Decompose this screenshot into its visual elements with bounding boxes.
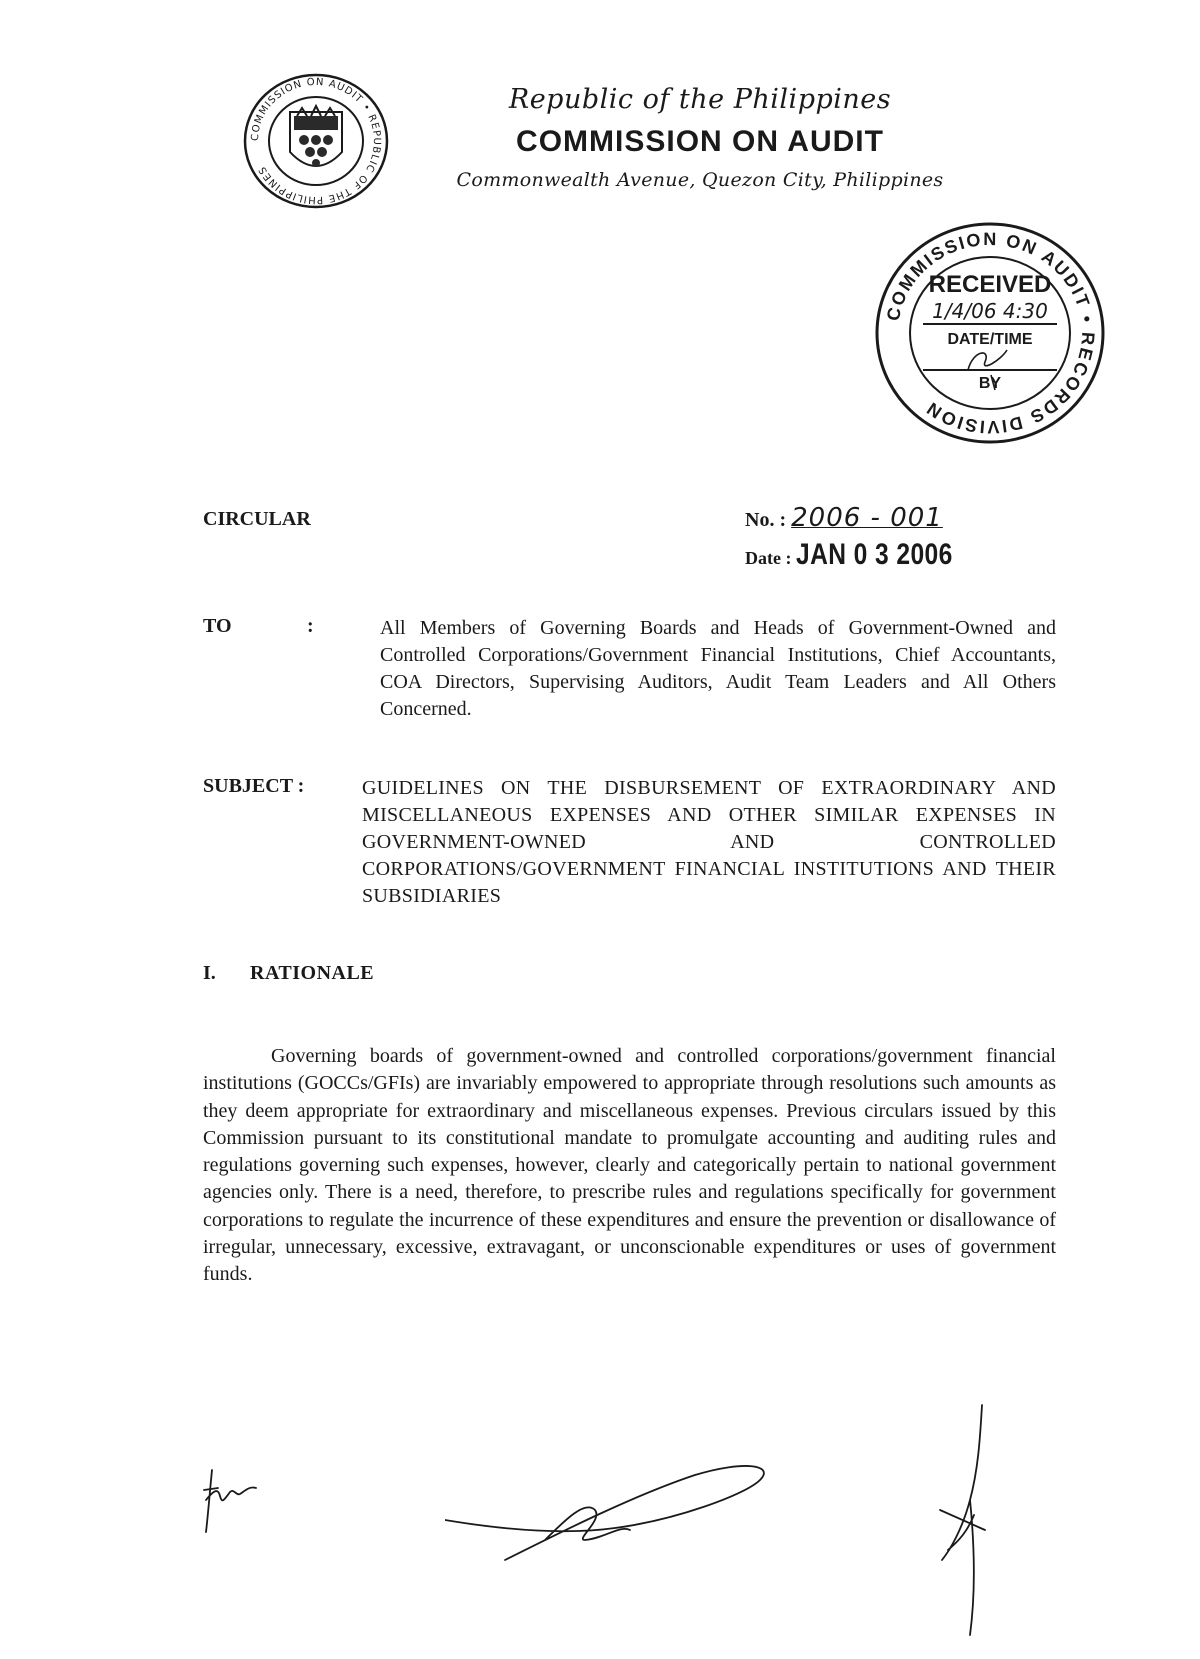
stamp-datetime-label: DATE/TIME [947,331,1033,348]
center-signature [445,1440,785,1570]
header-agency: COMMISSION ON AUDIT [516,125,884,158]
circular-date-row [745,538,987,572]
seal-text: COMMISSION ON AUDIT • REPUBLIC OF THE PHILIPPINES [249,76,383,206]
to-colon: : [307,615,314,637]
circular-date-value: JAN 0 3 2006 [795,538,953,571]
section-number: I. [203,962,216,984]
subject-label: SUBJECT : [203,775,305,797]
stamp-received: RECEIVED [928,271,1052,298]
right-signature [930,1400,1000,1640]
coa-seal [242,72,390,210]
header-country: Republic of the Philippines [508,84,892,115]
received-stamp [873,220,1107,446]
initials-signature [200,1460,280,1540]
section-title: RATIONALE [250,962,375,984]
to-recipients: All Members of Governing Boards and Heads of Government-Owned and Controlled Corporations/Government Financial Institutions, Chief Accountants, COA Directors, Supervising Auditors, Audit Team Leaders and All Others Concerned. [380,617,1056,720]
stamp-by-label: BY [978,375,1002,392]
circular-number-value: 2006 - 001 [791,503,943,533]
circular-number-row [745,503,943,533]
circular-label: CIRCULAR [203,508,311,530]
header-address: Commonwealth Avenue, Quezon City, Philippines [456,169,944,191]
stamp-ring-text: COMMISSION ON AUDIT • RECORDS DIVISION [882,228,1099,438]
circular-date-label: Date : [745,548,792,568]
to-label: TO [203,615,232,637]
circular-number-label: No. : [745,509,787,531]
subject-text: GUIDELINES ON THE DISBURSEMENT OF EXTRAORDINARY AND MISCELLANEOUS EXPENSES AND OTHER SIMILAR EXPENSES IN GOVERNMENT-OWNED AND CONTROLLED CORPORATIONS/GOVERNMENT FINANCIAL INSTITUTIONS AND THEIR SUBSIDIARIES [362,777,1056,907]
rationale-paragraph: Governing boards of government-owned and controlled corporations/government financial institutions (GOCCs/GFIs) are invariably empowered to appropriate through resolutions such amounts as they deem appropriate for extraordinary and miscellaneous expenses. Previous circulars issued by this Commission pursuant to its constitutional mandate to promulgate accounting and auditing rules and regulations governing such expenses, however, clearly and categorically pertain to national government agencies only. There is a need, therefore, to prescribe rules and regulations specifically for government corporations to regulate the incurrence of these expenditures and ensure the prevention or disallowance of irregular, unnecessary, excessive, extravagant, or unconscionable expenditures or uses of government funds. [203,1045,1056,1286]
stamp-handwritten-datetime: 1/4/06 4:30 [932,299,1048,323]
